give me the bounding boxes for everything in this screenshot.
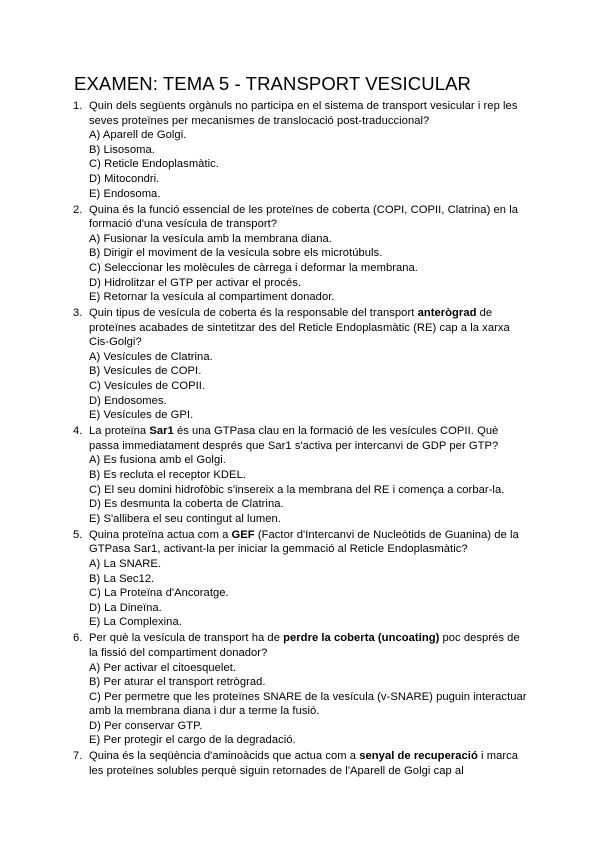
answer-option: B) Dirigir el moviment de la vesícula sobre els microtúbuls. xyxy=(89,247,383,260)
answer-option: E) Endosoma. xyxy=(89,187,161,200)
question-item xyxy=(73,749,529,778)
answer-options xyxy=(89,128,529,201)
answer-option: A) Es fusiona amb el Golgi. xyxy=(89,454,226,467)
answer-option: E) Per protegir el cargo de la degradació. xyxy=(89,734,296,747)
question-text-part: de proteïnes acabades de sintetitzar des del Reticle Endoplasmàtic (RE) cap a la xarxa Cis-Golgi? xyxy=(89,307,510,349)
question-list xyxy=(73,99,529,780)
question-number: 2. xyxy=(73,203,83,216)
answer-option: A) La SNARE. xyxy=(89,557,162,570)
answer-option: D) Es desmunta la coberta de Clatrina. xyxy=(89,498,284,511)
question-item xyxy=(73,631,529,748)
question-number: 6. xyxy=(73,632,83,645)
question-text-part: poc després de la fissió del compartiment donador? xyxy=(89,632,520,659)
answer-option: D) Mitocondri. xyxy=(89,172,160,185)
question-text-bold: senyal de recuperació xyxy=(359,750,478,763)
answer-option: C) Per permetre que les proteïnes SNARE de la vesícula (v-SNARE) puguin interactuar amb la membrana diana i dur a terme la fusió. xyxy=(89,690,527,718)
question-number: 4. xyxy=(73,425,83,438)
answer-option: D) Hidrolitzar el GTP per activar el procés. xyxy=(89,276,302,289)
answer-option: B) La Sec12. xyxy=(89,572,155,585)
question-text-bold: perdre la coberta (uncoating) xyxy=(283,632,440,645)
answer-option: C) Vesícules de COPII. xyxy=(89,380,206,393)
question-item xyxy=(73,528,529,630)
page-title: EXAMEN: TEMA 5 - TRANSPORT VESICULAR xyxy=(74,73,472,94)
answer-option: A) Aparell de Golgi. xyxy=(89,129,187,142)
answer-option: A) Vesícules de Clatrina. xyxy=(89,350,213,363)
answer-options xyxy=(89,453,529,526)
question-text-part: Quin dels següents orgànuls no participa en el sistema de transport vesicular i rep les seves proteïnes per mecanismes de translocació post-traduccional? xyxy=(89,100,518,127)
answer-option: E) Vesícules de GPI. xyxy=(89,409,194,422)
question-text-bold: anterògrad xyxy=(417,307,477,320)
question-text-bold: GEF xyxy=(231,528,255,541)
answer-options xyxy=(89,232,529,305)
question-text-part: Quina és la funció essencial de les proteïnes de coberta (COPI, COPII, Clatrina) en la formació d'una vesícula de transport? xyxy=(89,203,519,231)
question-number: 5. xyxy=(73,528,83,541)
answer-option: C) Seleccionar les molècules de càrrega i deformar la membrana. xyxy=(89,261,418,274)
answer-option: C) La Proteïna d'Ancoratge. xyxy=(89,587,229,600)
question-text xyxy=(89,528,529,557)
question-text-part: Per què la vesícula de transport ha de xyxy=(89,632,284,645)
answer-option: E) La Complexina. xyxy=(89,616,182,629)
answer-option: E) Retornar la vesícula al compartiment donador. xyxy=(89,291,335,304)
question-number: 3. xyxy=(73,307,83,320)
question-text-part: és una GTPasa clau en la formació de les vesícules COPII. Què passa immediatament després que Sar1 s'activa per intercanvi de GDP per GTP? xyxy=(89,425,499,452)
answer-option: C) El seu domini hidrofòbic s'insereix a la membrana del RE i comença a corbar-la. xyxy=(89,483,505,496)
question-item xyxy=(73,306,529,423)
answer-options xyxy=(89,350,529,423)
question-item xyxy=(73,99,529,201)
question-text xyxy=(89,99,529,128)
question-text xyxy=(89,203,529,232)
question-text-part: i marca les proteïnes solubles perquè siguin retornades de l'Aparell de Golgi cap al xyxy=(89,750,519,778)
question-text-part: La proteïna xyxy=(89,425,150,438)
answer-option: D) Per conservar GTP. xyxy=(89,719,203,732)
question-text xyxy=(89,631,529,660)
answer-options xyxy=(89,557,529,630)
answer-option: D) La Dineïna. xyxy=(89,601,162,614)
answer-option: B) Lisosoma. xyxy=(89,143,155,156)
question-number: 1. xyxy=(73,100,83,112)
answer-option: B) Per aturar el transport retrògrad. xyxy=(89,676,266,689)
question-item xyxy=(73,203,529,305)
question-text xyxy=(89,306,529,350)
answer-option: E) S'allibera el seu contingut al lumen. xyxy=(89,512,281,525)
question-text-part: Quina proteïna actua com a xyxy=(89,528,232,541)
question-text xyxy=(89,424,529,453)
answer-option: B) Es recluta el receptor KDEL. xyxy=(89,469,246,482)
answer-option: C) Reticle Endoplasmàtic. xyxy=(89,158,219,171)
answer-option: A) Per activar el citoesquelet. xyxy=(89,661,237,674)
answer-options xyxy=(89,661,529,749)
question-text-part: Quina és la seqüència d'aminoàcids que actua com a xyxy=(89,750,360,763)
answer-option: A) Fusionar la vesícula amb la membrana diana. xyxy=(89,232,332,245)
question-text-part: (Factor d'Intercanvi de Nucleòtids de Guanina) de la GTPasa Sar1, activant-la per iniciar la gemmació al Reticle Endoplasmàtic? xyxy=(89,528,519,556)
question-text xyxy=(89,749,529,778)
answer-option: B) Vesícules de COPI. xyxy=(89,365,202,378)
question-number: 7. xyxy=(73,750,83,763)
question-text-bold: Sar1 xyxy=(149,425,174,438)
question-text-part: Quin tipus de vesícula de coberta és la responsable del transport xyxy=(89,307,418,320)
answer-option: D) Endosomes. xyxy=(89,394,167,407)
question-item xyxy=(73,424,529,526)
